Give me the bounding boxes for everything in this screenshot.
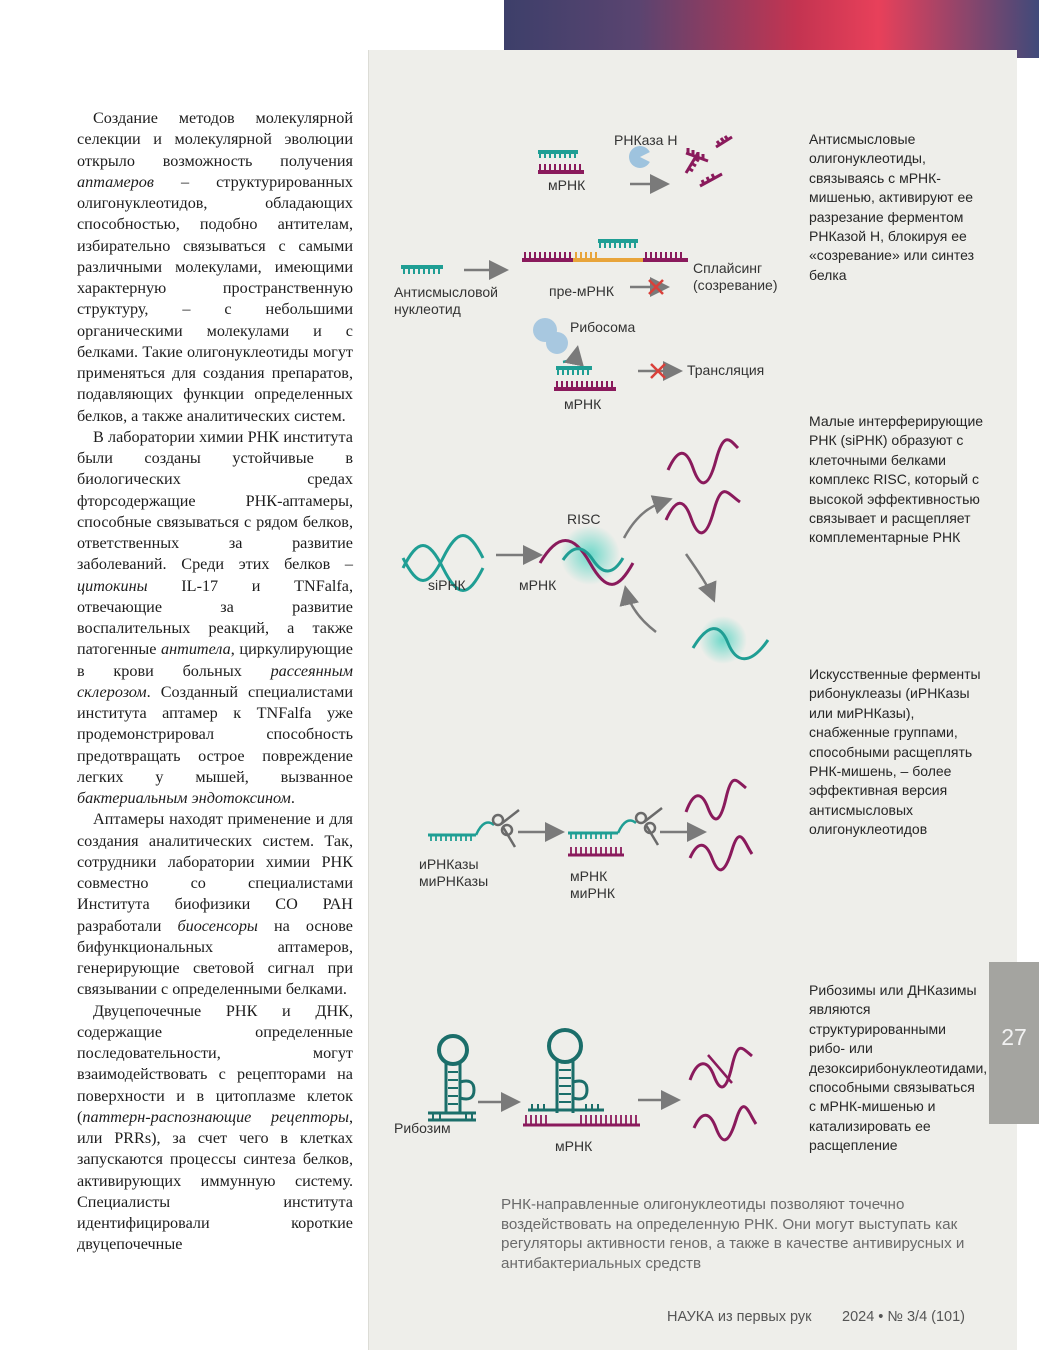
ribozyme-structure xyxy=(428,1036,476,1120)
irnase-target-duplex xyxy=(568,821,636,855)
footer-journal: НАУКА из первых рук xyxy=(667,1309,812,1325)
paragraph-2: В лаборатории химии РНК института были созданы устойчивые в биологических средах фторсодержащие РНК-аптамеры, способные связываться с рядом белков, ответственных за развитие заболеваний. Среди этих белков – цитокины IL-17 и TNFalfa, отвечающие за развитие воспалительных реакций, а также патогенные антитела, циркулирующие в крови больных рассеянным склерозом. Созданный специалистами института аптамер к TNFalfa уже продемонстрировал способность предотвращать острое повреждение легких у мышей, вызванное бактериальным эндотоксином. xyxy=(77,427,353,807)
translation-mrna-duplex xyxy=(554,368,616,389)
label-mrna-2: мРНК xyxy=(564,396,602,412)
label-splicing: Сплайсинг (созревание) xyxy=(693,260,778,293)
footer-issue: 2024 • № 3/4 (101) xyxy=(842,1309,966,1325)
scissors-icon xyxy=(493,810,519,847)
paragraph-1: Создание методов молекулярной селекции и молекулярной эволюции открыло возможность получения аптамеров – структурированных олигонуклеотидов, обладающих способностью, подобно антителам, избирательно связываться с самыми различными молекулами, имеющими характерную пространственную структуру, – с небольшими органическими молекулами и с белками. Такие олигонуклеотиды могут применяться для создания препаратов, подавляющих функции определенных белков, а также аналитических систем. xyxy=(77,109,353,425)
label-irnase-target: мРНК миРНК xyxy=(570,868,616,901)
sirna-cleaved-mrna xyxy=(666,440,740,533)
page-number: 27 xyxy=(1001,1024,1027,1050)
scissors-icon-2 xyxy=(636,808,662,845)
ribozyme-bound-complex xyxy=(523,1030,640,1125)
label-ribozyme-mrna: мРНК xyxy=(555,1138,593,1154)
figure-caption: РНК-направленные олигонуклеотиды позволяют точечно воздействовать на определенную РНК. Они могут выступать как регуляторы активности генов, а также в качестве антивирусных и антибактериальных средств xyxy=(501,1196,965,1272)
irnase-cleaved-mrna xyxy=(686,780,752,870)
article-text xyxy=(77,108,353,1256)
paragraph-3: Аптамеры находят применение и для создания аналитических систем. Так, сотрудники лаборатории химии РНК совместно со специалистами Института биофизики СО РАН разработали биосенсоры на основе бифункциональных аптамеров, генерирующие световой сигнал при связывании с определенными белками. xyxy=(77,810,353,999)
arrow-risc-to-cleaved xyxy=(624,500,668,538)
desc-sirna: Малые интерферирующие РНК (siРНК) образуют с клеточными белками комплекс RISC, который с высокой эффективностью связывает и расщепляет комплементарные РНК xyxy=(809,413,984,546)
label-translation: Трансляция xyxy=(687,362,765,378)
label-antisense-nucleotide: Антисмысловой нуклеотид xyxy=(394,284,498,317)
label-irnase: иРНКазы миРНКазы xyxy=(419,856,489,889)
pre-mrna-strand xyxy=(522,241,688,260)
label-ribosome: Рибосома xyxy=(570,319,636,335)
desc-antisense: Антисмысловые олигонуклеотиды, связываясь с мРНК-мишенью, активируют ее разрезание ферментом РНКазой H, блокируя ее «созревание» или синтез белка xyxy=(809,131,975,283)
arrow-cleaved-to-recycled xyxy=(686,554,713,598)
antisense-mrna-duplex xyxy=(538,152,584,172)
label-risc: RISC xyxy=(567,511,601,527)
label-rnase-h: РНКаза H xyxy=(614,132,678,148)
label-sirna: siРНК xyxy=(428,577,466,593)
label-pre-mrna: пре-мРНК xyxy=(549,283,615,299)
irnase-enzyme xyxy=(428,823,494,841)
arrow-recycle-risc xyxy=(626,590,656,632)
label-ribozyme: Рибозим xyxy=(394,1120,451,1136)
cleaved-mrna-fragments xyxy=(686,136,732,186)
label-mrna-1: мРНК xyxy=(548,177,586,193)
ribosome-icon xyxy=(533,318,568,354)
paragraph-4: Двуцепочечные РНК и ДНК, содержащие определенные последовательности, могут взаимодействовать с рецепторами на поверхности и в цитоплазме клеток (паттерн-распознающие рецепторы, или PRRs), за счет чего в клетках запускаются процессы синтеза белков, активирующих иммунную систему. Специалисты института идентифицировали короткие двуцепочечные xyxy=(77,1001,353,1254)
ribosome-arrow xyxy=(563,350,577,362)
desc-ribozyme: Рибозимы или ДНКазимы являются структурированными рибо- или дезоксирибонуклеотидами, способными связываться с мРНК-мишенью и катализировать ее расщепление xyxy=(809,982,988,1154)
desc-mirna: Искусственные ферменты рибонуклеазы (иРНКазы или миРНКазы), снабженные группами, способными расщеплять РНК-мишень, – более эффективная версия антисмысловых олигонуклеотидов xyxy=(809,666,981,838)
rnase-h-icon xyxy=(629,146,654,168)
label-sirna-mrna: мРНК xyxy=(519,577,557,593)
ribozyme-cleaved-mrna xyxy=(690,1048,756,1140)
antisense-oligo xyxy=(401,267,443,274)
